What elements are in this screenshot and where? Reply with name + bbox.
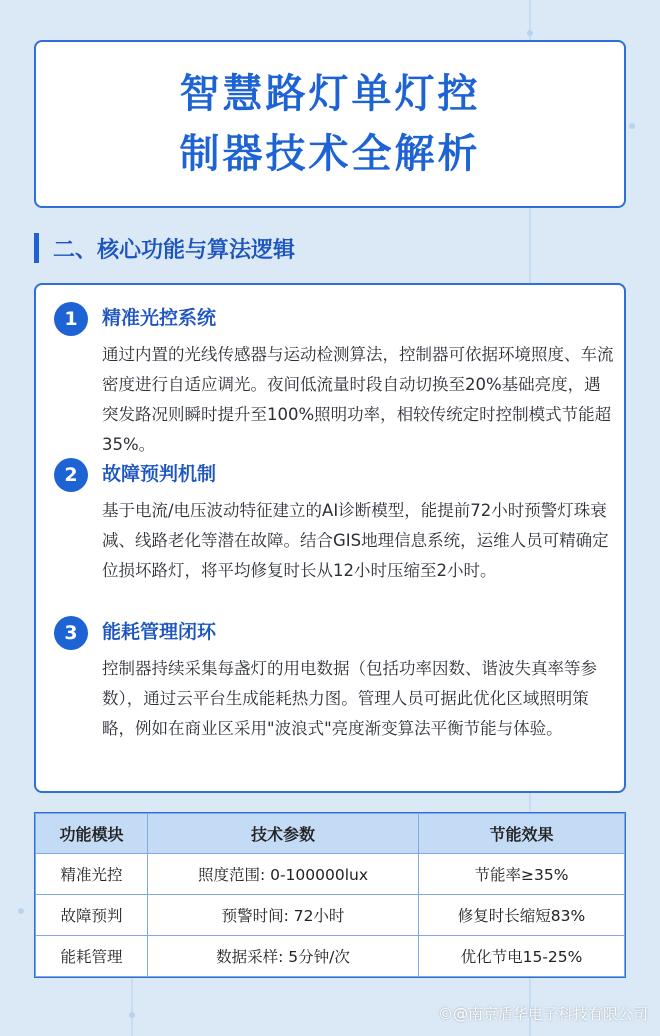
table-cell: 节能率≥35% xyxy=(419,854,625,895)
table-cell: 精准光控 xyxy=(36,854,148,895)
item-description: 控制器持续采集每盏灯的用电数据（包括功率因数、谐波失真率等参数），通过云平台生成能耗热力图。管理人员可据此优化区域照明策略，例如在商业区采用"波浪式"亮度渐变算法平衡节能与体验。 xyxy=(102,659,597,738)
page-title-line-1: 智慧路灯单灯控 xyxy=(179,71,481,117)
table-cell: 能耗管理 xyxy=(36,936,148,977)
watermark: ©@南京盾华电子科技有限公司 xyxy=(437,1005,648,1023)
column-header: 技术参数 xyxy=(148,814,419,854)
table-header-row xyxy=(36,814,625,854)
page-title-line-2: 制器技术全解析 xyxy=(179,131,481,177)
comparison-table xyxy=(34,812,626,978)
table-row xyxy=(36,895,625,936)
number-badge: 2 xyxy=(54,458,88,492)
content-card xyxy=(34,283,626,793)
table-cell: 预警时间: 72小时 xyxy=(148,895,419,936)
background-dot xyxy=(18,908,24,914)
item-description: 通过内置的光线传感器与运动检测算法，控制器可依据环境照度、车流密度进行自适应调光。夜间低流量时段自动切换至20%基础亮度，遇突发路况则瞬时提升至100%照明功率，相较传统定时控制模式节能超35%。 xyxy=(102,345,614,454)
table-cell: 故障预判 xyxy=(36,895,148,936)
column-header: 功能模块 xyxy=(36,814,148,854)
background-dot xyxy=(129,1012,135,1018)
background-dot xyxy=(629,123,635,129)
table-row xyxy=(36,854,625,895)
item-title: 故障预判机制 xyxy=(102,463,217,485)
section-title: 二、核心功能与算法逻辑 xyxy=(53,237,296,263)
item-title: 精准光控系统 xyxy=(102,307,217,329)
background-dot xyxy=(527,30,533,36)
table-cell: 数据采样: 5分钟/次 xyxy=(148,936,419,977)
table-cell: 照度范围: 0-100000lux xyxy=(148,854,419,895)
table-cell: 优化节电15-25% xyxy=(419,936,625,977)
number-badge: 3 xyxy=(54,616,88,650)
table-row xyxy=(36,936,625,977)
section-accent-bar xyxy=(34,233,39,263)
table-cell: 修复时长缩短83% xyxy=(419,895,625,936)
column-header: 节能效果 xyxy=(419,814,625,854)
item-title: 能耗管理闭环 xyxy=(102,621,217,643)
number-badge: 1 xyxy=(54,302,88,336)
title-card xyxy=(34,40,626,208)
item-description: 基于电流/电压波动特征建立的AI诊断模型，能提前72小时预警灯珠衰减、线路老化等潜在故障。结合GIS地理信息系统，运维人员可精确定位损坏路灯，将平均修复时长从12小时压缩至2小时。 xyxy=(102,501,609,580)
section-heading xyxy=(34,230,295,266)
